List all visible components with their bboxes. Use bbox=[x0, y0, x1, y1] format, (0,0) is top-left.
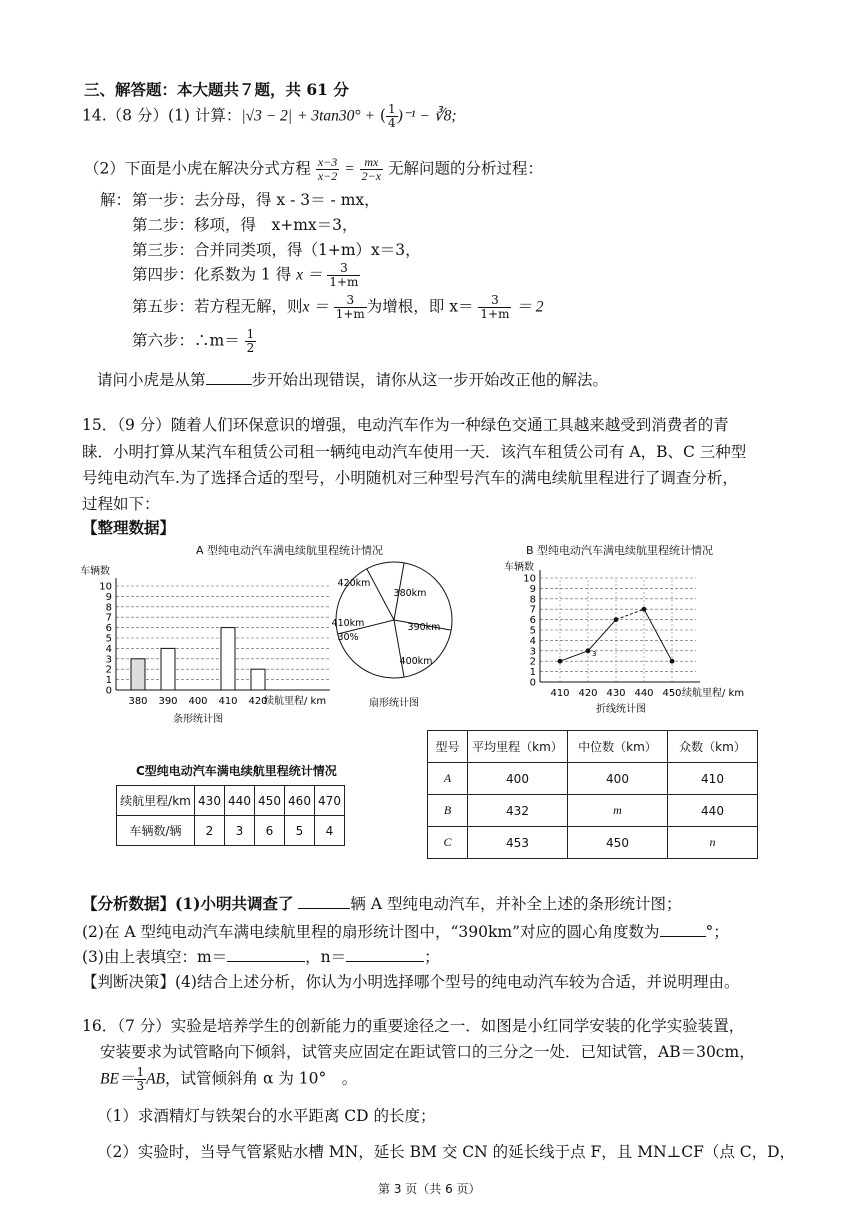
q16-line-4: （1）求酒精灯与铁架台的水平距离 CD 的长度； bbox=[97, 1107, 436, 1125]
y-tick-label: 8 bbox=[105, 602, 112, 614]
bar bbox=[221, 628, 235, 690]
x-tick-label: 390 bbox=[158, 696, 178, 707]
q14-question: 请问小虎是从第 步开始出现错误，请你从这一步开始改正他的解法。 bbox=[97, 371, 609, 389]
c-table bbox=[116, 785, 345, 846]
series-line-segment bbox=[616, 609, 644, 619]
summary-cell: 440 bbox=[668, 795, 758, 827]
x-tick-label: 420 bbox=[578, 688, 598, 699]
q15-line-4: 过程如下： bbox=[82, 495, 160, 513]
q14-frac: $\frac{1}{4}$ bbox=[387, 102, 396, 130]
summary-header bbox=[428, 731, 758, 763]
analyze-4: 【判断决策】(4)结合上述分析，你认为小明选择哪个型号的纯电动汽车较为合适，并说明理由。 bbox=[82, 973, 740, 991]
step-4: 第四步：化系数为 1 得 x ＝ $\frac{3}{1+m}$ bbox=[132, 261, 359, 289]
data-point bbox=[614, 617, 619, 622]
y-tick-label: 10 bbox=[99, 581, 112, 593]
summary-cell: A bbox=[428, 763, 468, 795]
step6-frac: $\frac{1}{2}$ bbox=[246, 327, 255, 355]
c-table-row-range bbox=[117, 786, 345, 816]
chart-caption: 折线统计图 bbox=[596, 704, 646, 715]
q16-line-1: 16．（7 分）实验是培养学生的创新能力的重要途径之一．如图是小红同学安装的化学实验装置， bbox=[82, 1017, 745, 1035]
y-tick-label: 3 bbox=[529, 646, 536, 658]
answer-blank-angle[interactable] bbox=[660, 923, 706, 937]
summary-table bbox=[427, 730, 758, 859]
c-cell: 6 bbox=[255, 816, 285, 846]
series-line-segment bbox=[644, 609, 672, 661]
x-tick-label: 400 bbox=[188, 696, 208, 707]
c-cell: 460 bbox=[285, 786, 315, 816]
x-axis-label: 续航里程/ km bbox=[264, 696, 327, 707]
q15-line-3: 号纯电动汽车.为了选择合适的型号，小明随机对三种型号汽车的满电续航里程进行了调查分析， bbox=[82, 469, 738, 487]
c-cell: 续航里程/km bbox=[117, 786, 195, 816]
summary-cell: 432 bbox=[468, 795, 568, 827]
eq-left-frac: $\frac{x-3}{x-2}$ bbox=[317, 155, 338, 183]
c-cell: 5 bbox=[285, 816, 315, 846]
y-tick-label: 9 bbox=[529, 583, 536, 595]
q16-line-3: BE＝ $\frac{1}{3}$ AB，试管倾斜角 α 为 10° 。 bbox=[100, 1065, 358, 1093]
step-1: 第一步：去分母，得 x - 3＝ - mx， bbox=[132, 191, 380, 209]
c-cell: 470 bbox=[315, 786, 345, 816]
y-tick-label: 0 bbox=[105, 685, 112, 697]
bar-chart-svg bbox=[78, 540, 340, 730]
x-tick-label: 420 bbox=[248, 696, 268, 707]
q14-part1: 14.（8 分）(1) 计算：|√3 − 2| + 3tan30° + ( $\frac{1}{4}$ )⁻¹ − ∛8; bbox=[82, 102, 457, 130]
summary-cell: 453 bbox=[468, 827, 568, 859]
c-cell: 2 bbox=[195, 816, 225, 846]
summary-cell: 平均里程（km） bbox=[468, 731, 568, 763]
y-tick-label: 1 bbox=[529, 667, 536, 679]
step4-frac: $\frac{3}{1+m}$ bbox=[329, 261, 359, 289]
y-tick-label: 4 bbox=[529, 635, 536, 647]
y-axis-label: 车辆数 bbox=[80, 566, 110, 577]
step-6: 第六步：∴m＝ $\frac{1}{2}$ bbox=[132, 327, 255, 355]
c-cell: 430 bbox=[195, 786, 225, 816]
organize-label: 【整理数据】 bbox=[82, 518, 176, 537]
summary-row-b bbox=[428, 795, 758, 827]
be-frac: $\frac{1}{3}$ bbox=[136, 1065, 145, 1093]
step-5: 第五步：若方程无解，则x ＝ $\frac{3}{1+m}$ 为增根，即 x＝ $\frac{3}{1+m}$ ＝ 2 bbox=[132, 293, 544, 321]
summary-cell: B bbox=[428, 795, 468, 827]
answer-blank-step[interactable] bbox=[206, 371, 252, 385]
data-point bbox=[558, 659, 563, 664]
data-point bbox=[586, 648, 591, 653]
summary-row-c bbox=[428, 827, 758, 859]
step5-frac-a: $\frac{3}{1+m}$ bbox=[335, 293, 365, 321]
y-tick-label: 10 bbox=[523, 573, 536, 585]
q14-part2-intro: （2）下面是小虎在解决分式方程 $\frac{x-3}{x-2}$ = $\frac{mx}{2-x}$ 无解问题的分析过程： bbox=[84, 155, 543, 183]
y-tick-label: 5 bbox=[105, 633, 112, 645]
y-axis-label: 车辆数 bbox=[504, 562, 534, 573]
y-tick-label: 4 bbox=[105, 643, 112, 655]
c-cell: 450 bbox=[255, 786, 285, 816]
eq-right-frac: $\frac{mx}{2-x}$ bbox=[361, 155, 382, 183]
q15-line-1: 15．（9 分）随着人们环保意识的增强，电动汽车作为一种绿色交通工具越来越受到消费者的青 bbox=[82, 416, 729, 434]
series-line-segment bbox=[588, 620, 616, 651]
q14-abs-expr: |√3 − 2| bbox=[241, 107, 293, 125]
x-axis-label: 续航里程/ km bbox=[682, 688, 745, 699]
summary-cell: 众数（km） bbox=[668, 731, 758, 763]
pie-slice-label: 410km bbox=[331, 618, 365, 629]
analyze-1: 【分析数据】(1)小明共调查了 辆 A 型纯电动汽车，并补全上述的条形统计图； bbox=[82, 894, 682, 913]
chart-a-pie bbox=[328, 556, 460, 716]
y-tick-label: 5 bbox=[529, 625, 536, 637]
step-2: 第二步：移项，得 x+mx＝3， bbox=[132, 216, 358, 234]
analyze-3: (3)由上表填空：m＝ ，n＝ ； bbox=[82, 948, 440, 966]
x-tick-label: 430 bbox=[606, 688, 626, 699]
y-tick-label: 1 bbox=[105, 675, 112, 687]
summary-cell: 型号 bbox=[428, 731, 468, 763]
pie-slice-label: 390km bbox=[407, 622, 441, 633]
c-cell: 4 bbox=[315, 816, 345, 846]
answer-blank-m[interactable] bbox=[227, 948, 305, 962]
data-point bbox=[670, 659, 675, 664]
answer-blank-n[interactable] bbox=[346, 948, 424, 962]
y-tick-label: 9 bbox=[105, 591, 112, 603]
y-tick-label: 7 bbox=[105, 612, 112, 624]
bar bbox=[251, 669, 265, 690]
c-cell: 车辆数/辆 bbox=[117, 816, 195, 846]
summary-cell: 400 bbox=[468, 763, 568, 795]
summary-cell: 410 bbox=[668, 763, 758, 795]
page-footer: 第 3 页（共 6 页） bbox=[378, 1182, 481, 1196]
pie-slice-label: 380km bbox=[393, 588, 427, 599]
summary-cell: m bbox=[568, 795, 668, 827]
summary-cell: 450 bbox=[568, 827, 668, 859]
q16-line-5: （2）实验时，当导气管紧贴水槽 MN，延长 BM 交 CN 的延长线于点 F，且 MN⊥CF（点 C，D， bbox=[97, 1143, 796, 1161]
y-tick-label: 6 bbox=[529, 615, 536, 627]
y-tick-label: 8 bbox=[529, 594, 536, 606]
chart-caption: 条形统计图 bbox=[173, 714, 223, 725]
c-cell: 440 bbox=[225, 786, 255, 816]
summary-cell: n bbox=[668, 827, 758, 859]
summary-cell: 400 bbox=[568, 763, 668, 795]
c-table-row-count bbox=[117, 816, 345, 846]
answer-blank-count[interactable] bbox=[298, 895, 350, 909]
analyze-2: (2)在 A 型纯电动汽车满电续航里程的扇形统计图中，“390km”对应的圆心角度数为 °； bbox=[82, 923, 729, 941]
c-table-title: C型纯电动汽车满电续航里程统计情况 bbox=[136, 764, 337, 778]
bar bbox=[161, 648, 175, 690]
section-title: 三、解答题：本大题共７题，共 61 分 bbox=[84, 80, 349, 99]
summary-cell: 中位数（km） bbox=[568, 731, 668, 763]
x-tick-label: 380 bbox=[128, 696, 148, 707]
line-chart-svg bbox=[496, 540, 772, 718]
y-tick-label: 2 bbox=[105, 664, 112, 676]
y-tick-label: 2 bbox=[529, 656, 536, 668]
q14-tail-expr: )⁻¹ − ∛8; bbox=[397, 107, 457, 125]
y-tick-label: 6 bbox=[105, 623, 112, 635]
step5-frac-b: $\frac{3}{1+m}$ bbox=[480, 293, 510, 321]
pie-slice-label: 420km bbox=[337, 578, 371, 589]
c-cell: 3 bbox=[225, 816, 255, 846]
q14-label: 14.（8 分）(1) 计算： bbox=[82, 106, 242, 125]
summary-cell: C bbox=[428, 827, 468, 859]
series-line-segment bbox=[560, 651, 588, 661]
pie-slice-label: 400km bbox=[399, 656, 433, 667]
data-point bbox=[642, 607, 647, 612]
q14-rest-expr: + 3tan30° + bbox=[297, 107, 375, 125]
q16-line-2: 安装要求为试管略向下倾斜，试管夹应固定在距试管口的三分之一处．已知试管，AB＝30cm， bbox=[100, 1043, 755, 1061]
bar bbox=[131, 659, 145, 690]
x-tick-label: 440 bbox=[634, 688, 654, 699]
pie-percent-label: 30% bbox=[337, 632, 359, 643]
sol-prefix: 解： bbox=[100, 191, 132, 209]
chart-a-title: A 型纯电动汽车满电续航里程统计情况 bbox=[196, 544, 384, 557]
x-tick-label: 410 bbox=[218, 696, 238, 707]
chart-caption: 扇形统计图 bbox=[369, 698, 419, 709]
step-3: 第三步：合并同类项，得（1+m）x＝3， bbox=[132, 241, 421, 259]
point-label: 3 bbox=[592, 649, 597, 658]
x-tick-label: 450 bbox=[662, 688, 682, 699]
y-tick-label: 0 bbox=[529, 677, 536, 689]
chart-b-line bbox=[496, 540, 772, 718]
y-tick-label: 3 bbox=[105, 654, 112, 666]
pie-chart-svg bbox=[328, 556, 460, 716]
q15-line-2: 睐．小明打算从某汽车租赁公司租一辆纯电动汽车使用一天．该汽车租赁公司有 A，B、C 三种型 bbox=[82, 443, 747, 461]
chart-b-title: B 型纯电动汽车满电续航里程统计情况 bbox=[526, 544, 714, 557]
y-tick-label: 7 bbox=[529, 604, 536, 616]
summary-row-a bbox=[428, 763, 758, 795]
x-tick-label: 410 bbox=[550, 688, 570, 699]
